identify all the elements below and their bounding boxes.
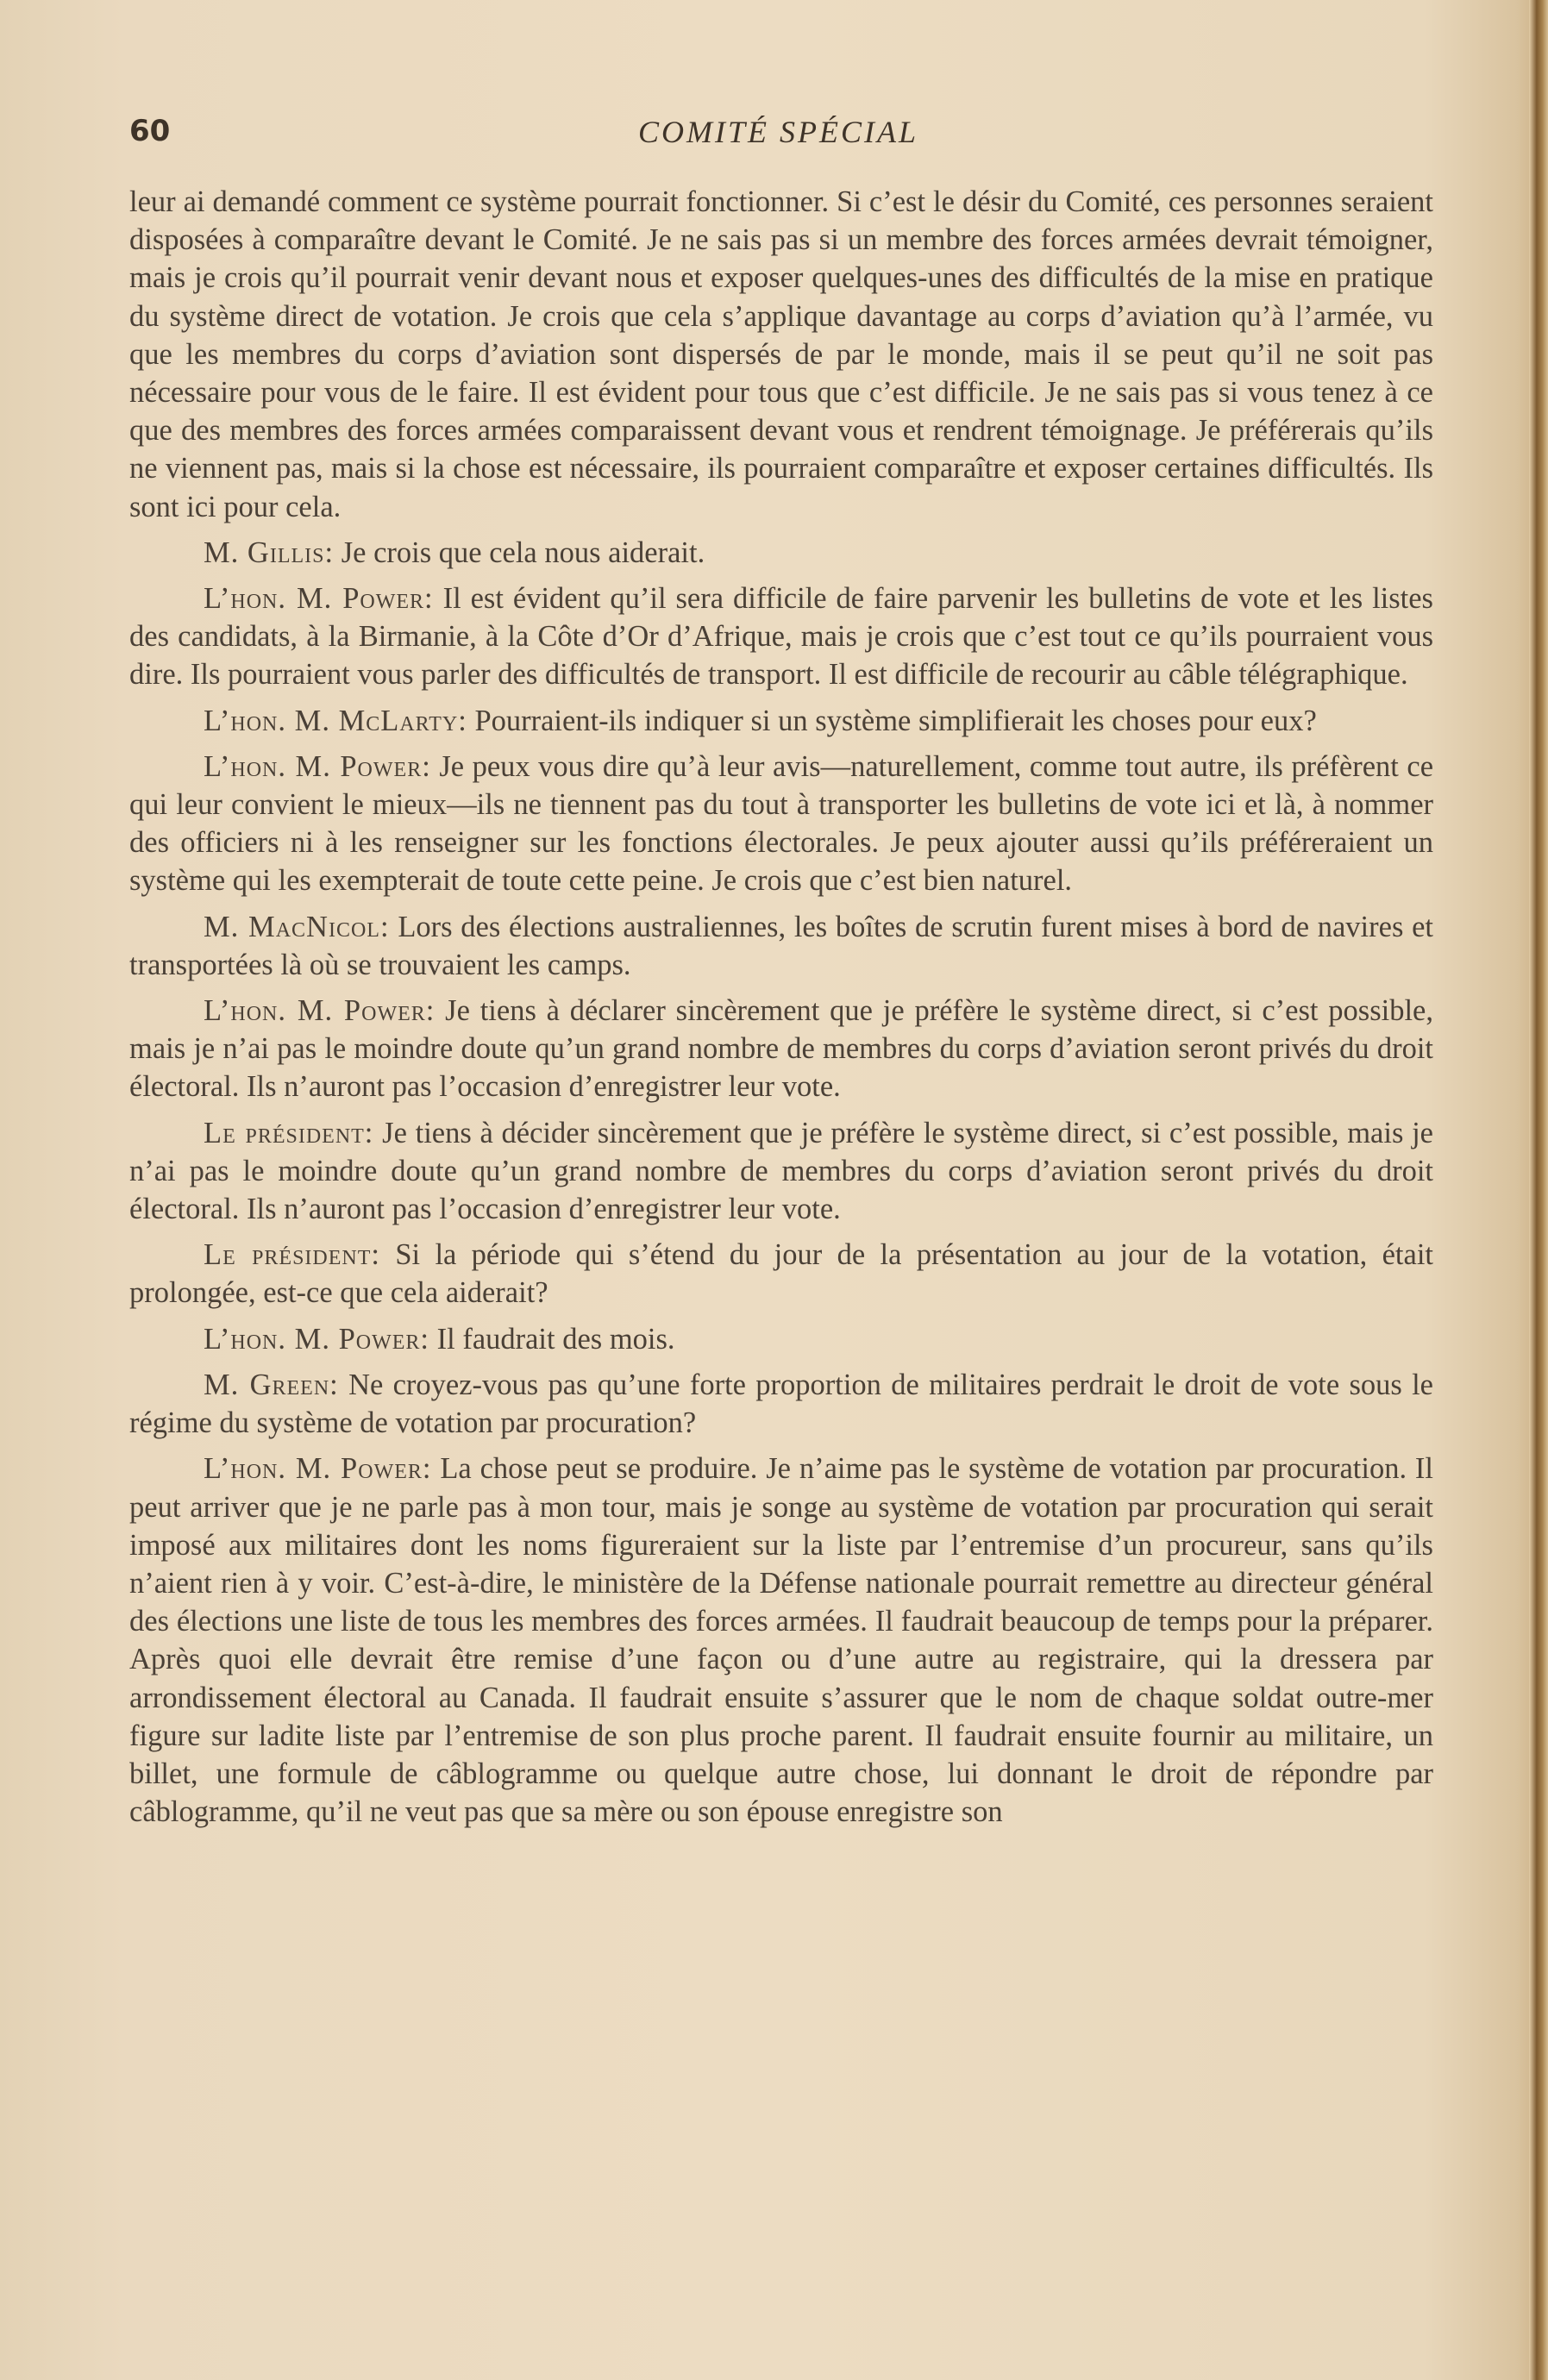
speaker-name: L’hon. M. Power: bbox=[204, 994, 436, 1028]
page-body bbox=[129, 183, 1433, 1838]
speaker-name: M. Gillis: bbox=[204, 536, 335, 569]
paragraph bbox=[129, 579, 1433, 694]
paragraph bbox=[129, 1366, 1433, 1442]
speaker-name: M. MacNicol: bbox=[204, 910, 390, 943]
page-binding-edge bbox=[1529, 0, 1548, 2380]
paragraph bbox=[129, 534, 1433, 572]
paragraph bbox=[129, 1450, 1433, 1831]
page-header bbox=[129, 114, 1440, 166]
paragraph bbox=[129, 1320, 1433, 1358]
speaker-name: L’hon. M. Power: bbox=[204, 749, 431, 783]
speaker-name: M. Green: bbox=[204, 1368, 339, 1401]
paragraph bbox=[129, 183, 1433, 526]
running-head: COMITÉ SPÉCIAL bbox=[638, 115, 918, 149]
paragraph bbox=[129, 702, 1433, 740]
speaker-name: Le président: bbox=[204, 1238, 380, 1272]
paragraph bbox=[129, 1236, 1433, 1312]
paragraph-text: leur ai demandé comment ce système pourrait fonctionner. Si c’est le désir du Comité, ces personnes seraient disposées à comparaître devant le Comité. Je ne sais pas si un membre des forces armées devrait témoigner, mais je crois qu’il pourrait venir devant nous et exposer quelques-unes des difficultés de la mise en pratique du système direct de votation. Je crois que cela s’applique davantage au corps d’aviation qu’à l’armée, vu que les membres du corps d’aviation sont dispersés de par le monde, mais il se peut qu’il ne soit pas nécessaire pour vous de le faire. Il est évident pour tous que c’est difficile. Je ne sais pas si vous tenez à ce que des membres des forces armées comparaissent devant vous et rendrent témoignage. Je préférerais qu’ils ne viennent pas, mais si la chose est nécessaire, ils pourraient comparaître et exposer certaines difficultés. Ils sont ici pour cela. bbox=[129, 185, 1433, 523]
speaker-name: Le président: bbox=[204, 1116, 374, 1149]
paragraph-text: Je peux vous dire qu’à leur avis—naturellement, comme tout autre, ils préfèrent ce qui leur convient le mieux—ils ne tiennent pas du tout à transporter les bulletins de vote ici et là, à nommer des officiers ni à les renseigner sur les fonctions électorales. Je peux ajouter aussi qu’ils préféreraient un système qui les exempterait de toute cette peine. Je crois que c’est bien naturel. bbox=[129, 749, 1434, 898]
paragraph-text: Ne croyez-vous pas qu’une forte proportion de militaires perdrait le droit de vote sous le régime du système de votation par procuration? bbox=[129, 1368, 1433, 1440]
paragraph bbox=[129, 748, 1433, 900]
paragraph-text: Si la période qui s’étend du jour de la présentation au jour de la votation, était prolongée, est-ce que cela aiderait? bbox=[129, 1238, 1433, 1310]
paragraph-text: Pourraient-ils indiquer si un système simplifierait les choses pour eux? bbox=[474, 704, 1317, 737]
paragraph-text: Il faudrait des mois. bbox=[436, 1322, 675, 1356]
paragraph bbox=[129, 1114, 1433, 1229]
paragraph-text: Je tiens à déclarer sincèrement que je préfère le système direct, si c’est possible, mais je n’ai pas le moindre doute qu’un grand nombre de membres du corps d’aviation seront privés du droit électoral. Ils n’auront pas l’occasion d’enregistrer leur vote. bbox=[129, 994, 1433, 1104]
paragraph bbox=[129, 992, 1433, 1106]
paragraph-text: Je tiens à décider sincèrement que je préfère le système direct, si c’est possible, mais je n’ai pas le moindre doute qu’un grand nombre de membres du corps d’aviation seront privés du droit électoral. Ils n’auront pas l’occasion d’enregistrer leur vote. bbox=[129, 1116, 1433, 1226]
paragraph-text: La chose peut se produire. Je n’aime pas le système de votation par procuration. Il peut arriver que je ne parle pas à mon tour, mais je songe au système de votation par procuration qui serait imposé aux militaires dont les noms figureraient sur la liste par l’entremise d’un procureur, sans qu’ils n’aient rien à y voir. C’est-à-dire, le ministère de la Défense nationale pourrait remettre au directeur général des élections une liste de tous les membres des forces armées. Il faudrait beaucoup de temps pour la préparer. Après quoi elle devrait être remise d’une façon ou d’une autre au registraire, qui la dressera par arrondissement électoral au Canada. Il faudrait ensuite s’assurer que le nom de chaque soldat outre-mer figure sur ladite liste par l’entremise de son plus proche parent. Il faudrait ensuite fournir au militaire, un billet, une formule de câblogramme ou quelque autre chose, lui donnant le droit de répondre par câblogramme, qu’il ne veut pas que sa mère ou son épouse enregistre son bbox=[129, 1452, 1434, 1829]
speaker-name: L’hon. M. Power: bbox=[204, 1322, 429, 1356]
paragraph bbox=[129, 908, 1433, 984]
page-number: 60 bbox=[129, 114, 171, 148]
paragraph-text: Il est évident qu’il sera difficile de faire parvenir les bulletins de vote et les listes des candidats, à la Birmanie, à la Côte d’Or d’Afrique, mais je crois que c’est tout ce qu’ils pourraient vous dire. Ils pourraient vous parler des difficultés de transport. Il est difficile de recourir au câble télégraphique. bbox=[129, 582, 1433, 692]
paragraph-text: Je crois que cela nous aiderait. bbox=[341, 536, 705, 569]
speaker-name: L’hon. M. Power: bbox=[204, 1452, 432, 1486]
paragraph-text: Lors des élections australiennes, les boîtes de scrutin furent mises à bord de navires et transportées là où se trouvaient les camps. bbox=[129, 910, 1434, 981]
speaker-name: L’hon. M. Power: bbox=[204, 582, 434, 616]
speaker-name: L’hon. M. McLarty: bbox=[204, 704, 467, 737]
